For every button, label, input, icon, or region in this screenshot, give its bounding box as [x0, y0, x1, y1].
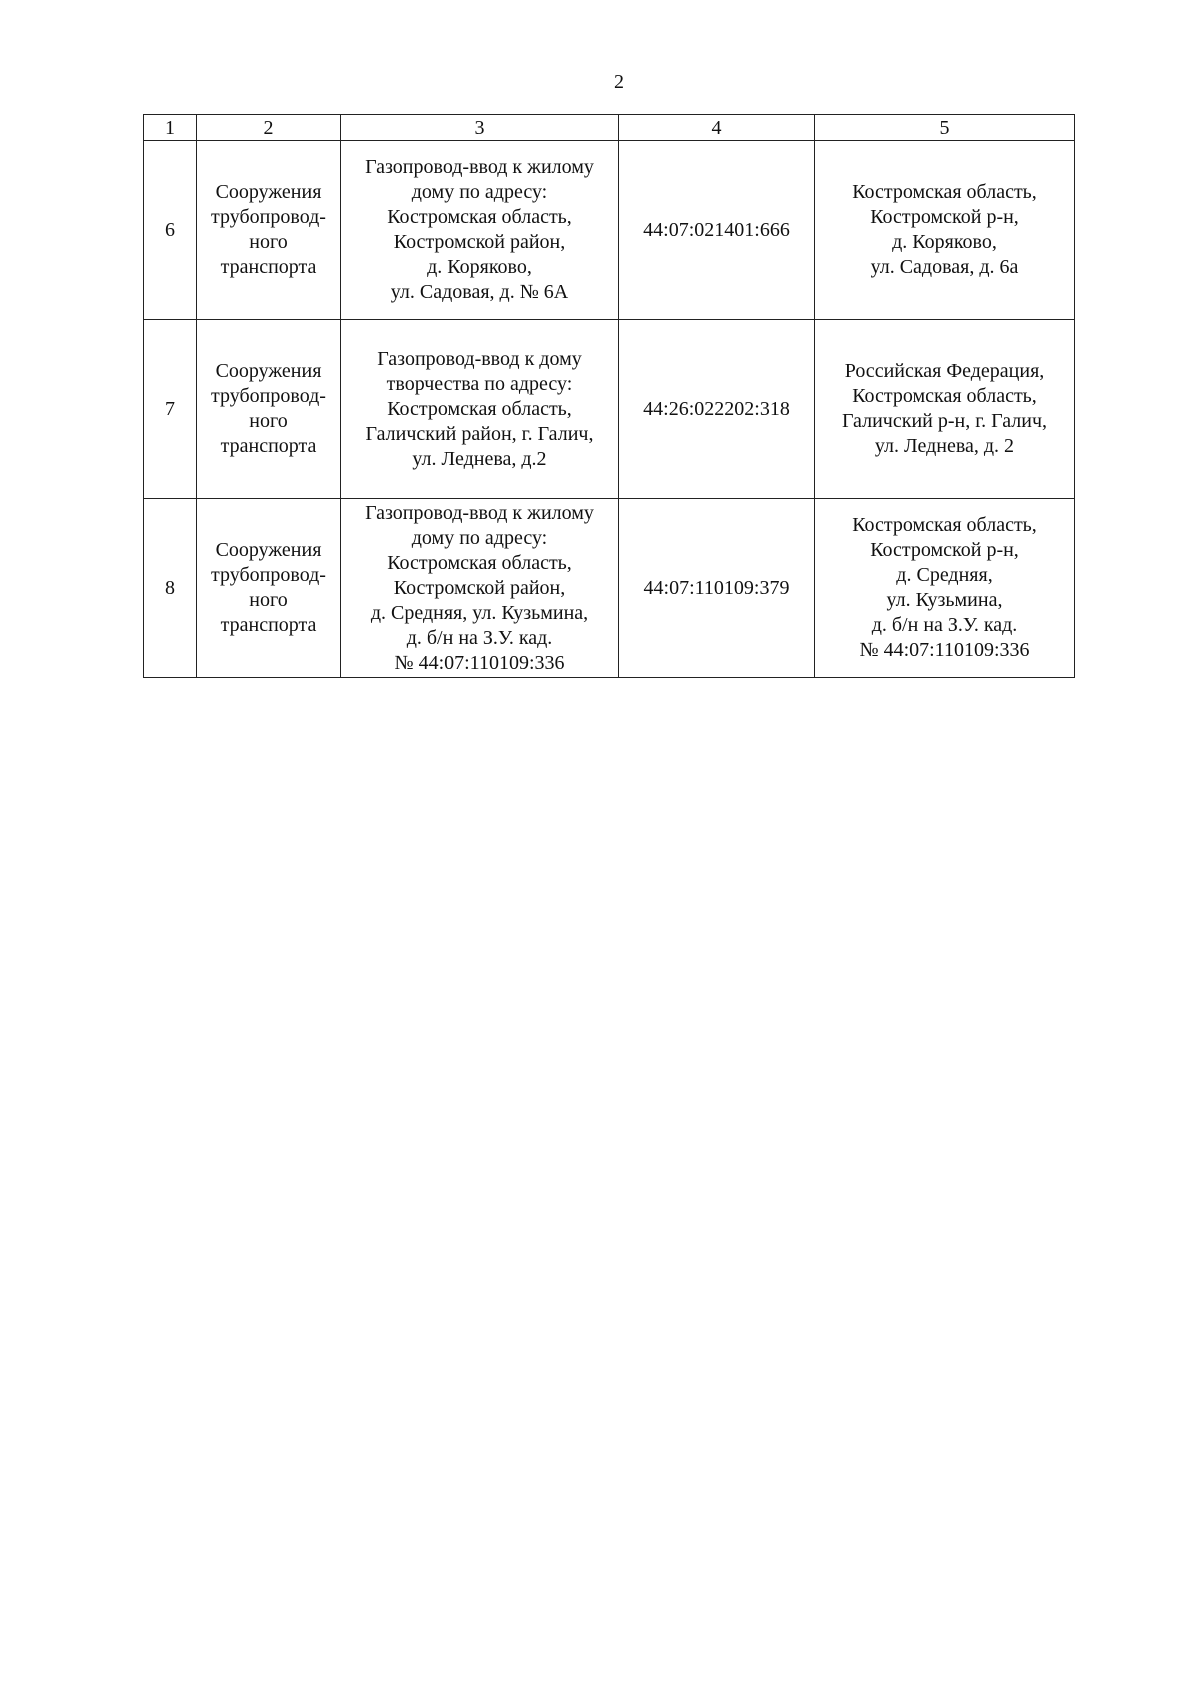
object-address-cell: Костромская область, Костромской р-н, д. Средняя, ул. Кузьмина, д. б/н на З.У. кад. № 44:07:110109:336 [815, 499, 1075, 678]
object-name-cell: Газопровод-ввод к дому творчества по адресу: Костромская область, Галичский район, г. Галич, ул. Леднева, д.2 [341, 320, 619, 499]
column-number-2: 2 [197, 115, 341, 141]
object-address-cell: Костромская область, Костромской р-н, д. Коряково, ул. Садовая, д. 6а [815, 141, 1075, 320]
cadastral-number-cell: 44:07:110109:379 [619, 499, 815, 678]
row-number-cell: 8 [144, 499, 197, 678]
object-name-cell: Газопровод-ввод к жилому дому по адресу: Костромская область, Костромской район, д. Коряково, ул. Садовая, д. № 6А [341, 141, 619, 320]
object-address-cell: Российская Федерация, Костромская область, Галичский р-н, г. Галич, ул. Леднева, д. 2 [815, 320, 1075, 499]
object-type-cell: Сооружения трубопровод- ного транспорта [197, 320, 341, 499]
table-row [144, 320, 1075, 499]
object-type-cell: Сооружения трубопровод- ного транспорта [197, 499, 341, 678]
column-number-4: 4 [619, 115, 815, 141]
cadastral-number-cell: 44:07:021401:666 [619, 141, 815, 320]
column-number-3: 3 [341, 115, 619, 141]
table-row [144, 499, 1075, 678]
table-header-row [144, 115, 1075, 141]
registry-table [143, 114, 1075, 678]
row-number-cell: 6 [144, 141, 197, 320]
object-name-cell: Газопровод-ввод к жилому дому по адресу: Костромская область, Костромской район, д. Средняя, ул. Кузьмина, д. б/н на З.У. кад. № 44:07:110109:336 [341, 499, 619, 678]
cadastral-number-cell: 44:26:022202:318 [619, 320, 815, 499]
column-number-1: 1 [144, 115, 197, 141]
page-number: 2 [614, 71, 624, 93]
table-row [144, 141, 1075, 320]
row-number-cell: 7 [144, 320, 197, 499]
column-number-5: 5 [815, 115, 1075, 141]
object-type-cell: Сооружения трубопровод- ного транспорта [197, 141, 341, 320]
